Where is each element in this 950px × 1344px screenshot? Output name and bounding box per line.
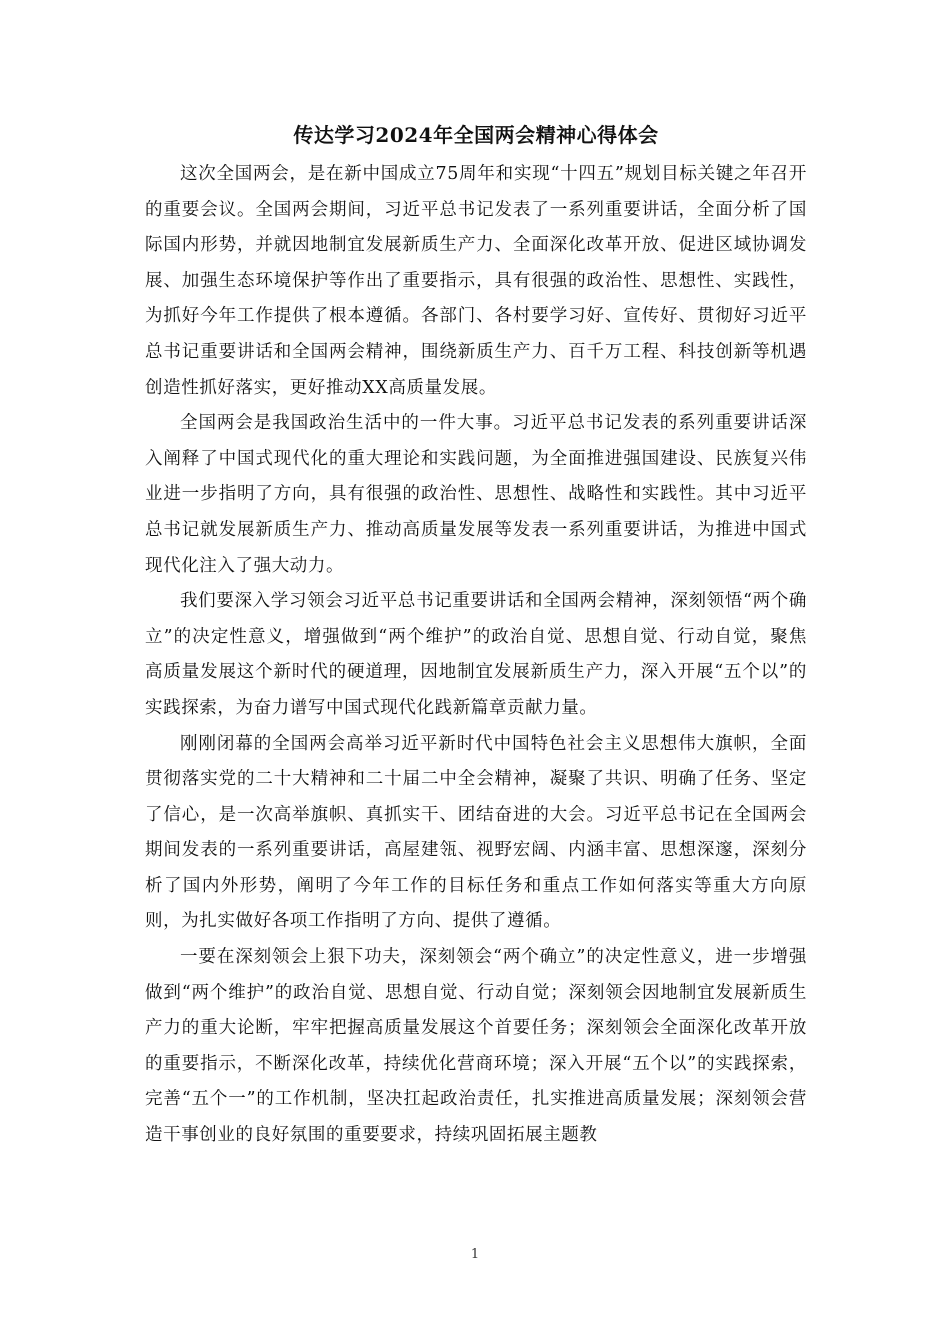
paragraph-3: 我们要深入学习领会习近平总书记重要讲话和全国两会精神，深刻领悟“两个确立”的决定性意义，增强做到“两个维护”的政治自觉、思想自觉、行动自觉，聚焦高质量发展这个新时代的硬道理，因地制宜发展新质生产力，深入开展“五个以”的实践探索，为奋力谱写中国式现代化践新篇章贡献力量。 — [145, 591, 807, 718]
document-title: 传达学习2024年全国两会精神心得体会 — [293, 123, 659, 147]
paragraph-5: 一要在深刻领会上狠下功夫，深刻领会“两个确立”的决定性意义，进一步增强做到“两个维护”的政治自觉、思想自觉、行动自觉；深刻领会因地制宜发展新质生产力的重大论断，牢牢把握高质量发展这个首要任务；深刻领会全面深化改革开放的重要指示，不断深化改革，持续优化营商环境；深入开展“五个以”的实践探索，完善“五个一”的工作机制，坚决扛起政治责任，扎实推进高质量发展；深刻领会营造干事创业的良好氛围的重要要求，持续巩固拓展主题教 — [145, 947, 807, 1146]
page-number: 1 — [470, 1247, 480, 1262]
paragraph-4: 刚刚闭幕的全国两会高举习近平新时代中国特色社会主义思想伟大旗帜，全面贯彻落实党的二十大精神和二十届二中全会精神，凝聚了共识、明确了任务、坚定了信心，是一次高举旗帜、真抓实干、团结奋进的大会。习近平总书记在全国两会期间发表的一系列重要讲话，高屋建瓴、视野宏阔、内涵丰富、思想深邃，深刻分析了国内外形势，阐明了今年工作的目标任务和重点工作如何落实等重大方向原则，为扎实做好各项工作指明了方向、提供了遵循。 — [145, 733, 807, 932]
paragraph-1: 这次全国两会，是在新中国成立75周年和实现“十四五”规划目标关键之年召开的重要会议。全国两会期间，习近平总书记发表了一系列重要讲话，全面分析了国际国内形势，并就因地制宜发展新质生产力、全面深化改革开放、促进区域协调发展、加强生态环境保护等作出了重要指示，具有很强的政治性、思想性、实践性，为抓好今年工作提供了根本遵循。各部门、各村要学习好、宣传好、贯彻好习近平总书记重要讲话和全国两会精神，围绕新质生产力、百千万工程、科技创新等机遇创造性抓好落实，更好推动XX高质量发展。 — [145, 164, 807, 398]
document-body — [145, 157, 807, 1154]
paragraph-2: 全国两会是我国政治生活中的一件大事。习近平总书记发表的系列重要讲话深入阐释了中国式现代化的重大理论和实践问题，为全面推进强国建设、民族复兴伟业进一步指明了方向，具有很强的政治性、思想性、战略性和实践性。其中习近平总书记就发展新质生产力、推动高质量发展等发表一系列重要讲话，为推进中国式现代化注入了强大动力。 — [145, 413, 807, 576]
